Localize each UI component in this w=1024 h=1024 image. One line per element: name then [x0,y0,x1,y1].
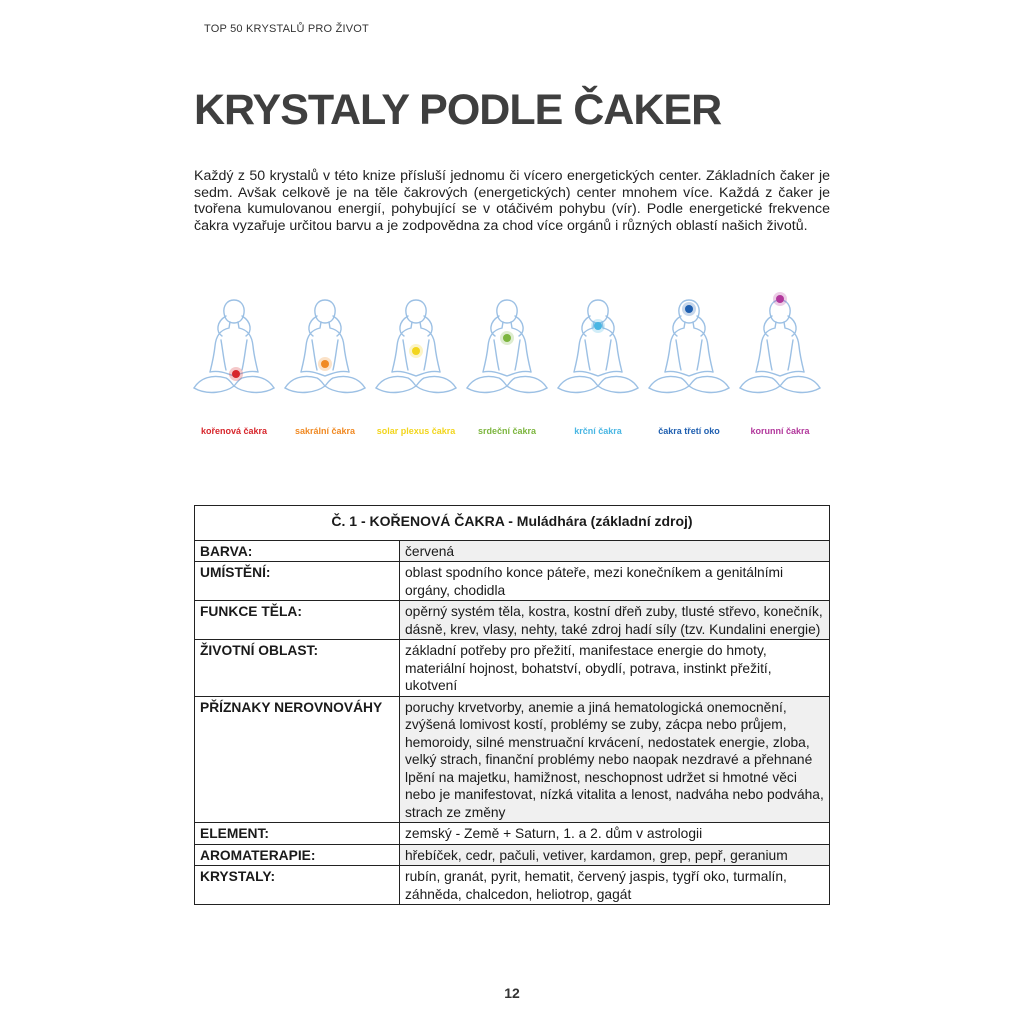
row-key: AROMATERAPIE: [195,844,400,866]
figure-outline [673,316,705,336]
page-number: 12 [504,985,520,1001]
chakra-label: sakrální čakra [294,426,356,436]
figure-outline [756,371,804,376]
figure-outline [392,371,440,376]
figure-outline [315,300,335,323]
chakra-dot [594,322,602,330]
meditating-figure-icon [463,292,551,402]
chakra-figure-crown [736,292,824,442]
figure-outline [784,322,804,372]
figure-outline [301,322,321,372]
figure-outline [676,340,702,370]
row-key: KRYSTALY: [195,866,400,905]
running-head: TOP 50 KRYSTALŮ PRO ŽIVOT [204,23,369,35]
row-value: červená [400,540,830,562]
figure-outline [238,322,258,372]
figure-outline [574,371,622,376]
chakra-table [194,505,830,905]
figure-outline [665,322,685,372]
chakra-label: čakra třetí oko [658,426,720,436]
figure-outline [483,371,531,376]
figure-outline [511,322,531,372]
row-key: ŽIVOTNÍ OBLAST: [195,640,400,697]
chakra-figure-root [190,292,278,442]
figure-outline [392,322,412,372]
chakra-label: krční čakra [574,426,622,436]
row-value: základní potřeby pro přežití, manifestace energie do hmoty, materiální hojnost, bohatství, obydlí, potrava, instinkt přežití, ukotvení [400,640,830,697]
row-value: hřebíček, cedr, pačuli, vetiver, kardamon, grep, pepř, geranium [400,844,830,866]
figure-outline [218,316,250,336]
figure-outline [301,371,349,376]
row-key: UMÍSTĚNÍ: [195,562,400,601]
figure-outline [309,316,341,336]
row-value: zemský - Země + Saturn, 1. a 2. dům v astrologii [400,823,830,845]
row-value: opěrný systém těla, kostra, kostní dřeň zuby, tlusté střevo, konečník, dásně, krev, vlasy, nehty, také zdroj hadí síly (tzv. Kundalini energie) [400,601,830,640]
chakra-figure-solar-plexus [372,292,460,442]
meditating-figure-icon [554,292,642,402]
figure-outline [665,371,713,376]
row-key: BARVA: [195,540,400,562]
chakra-dot [321,360,329,368]
chakra-figure-heart [463,292,551,442]
chakra-dot [232,370,240,378]
table-row [195,696,830,823]
chakra-label: korunní čakra [750,426,810,436]
row-key: FUNKCE TĚLA: [195,601,400,640]
table-row [195,823,830,845]
figure-outline [497,300,517,323]
chakra-dot [685,305,693,313]
row-key: PŘÍZNAKY NEROVNOVÁHY [195,696,400,823]
figure-outline [329,322,349,372]
chakra-figure-third-eye [645,292,733,442]
row-value: rubín, granát, pyrit, hematit, červený jaspis, tygří oko, turmalín, záhněda, chalcedon, heliotrop, gagát [400,866,830,905]
page-title: KRYSTALY PODLE ČAKER [194,86,722,134]
chakra-label: kořenová čakra [200,426,268,436]
figure-outline [221,340,247,370]
table-row [195,601,830,640]
meditating-figure-icon [645,292,733,402]
figure-outline [574,322,594,372]
chakra-dot [776,295,784,303]
table-row [195,844,830,866]
figure-outline [406,300,426,323]
chakra-label: solar plexus čakra [376,426,456,436]
table-header: Č. 1 - KOŘENOVÁ ČAKRA - Muládhára (základní zdroj) [195,506,830,541]
figure-outline [224,300,244,323]
row-value: oblast spodního konce páteře, mezi konečníkem a genitálními orgány, chodidla [400,562,830,601]
chakra-dot [503,334,511,342]
chakra-figure-sacral [281,292,369,442]
chakra-label: srdeční čakra [477,426,537,436]
figure-outline [483,322,503,372]
chakra-dot [412,347,420,355]
chakra-figure-throat [554,292,642,442]
table-row [195,562,830,601]
table-row [195,540,830,562]
table-row [195,640,830,697]
figure-outline [767,340,793,370]
figure-outline [693,322,713,372]
meditating-figure-icon [190,292,278,402]
meditating-figure-icon [372,292,460,402]
figure-outline [400,316,432,336]
table-row [195,866,830,905]
row-value: poruchy krvetvorby, anemie a jiná hematologická onemocnění, zvýšená lomivost kostí, problémy se zuby, zácpa nebo průjem, hemoroidy, silné menstruační krvácení, nedostatek energie, zloba, velký strach, finanční problémy nebo naopak nezdravé a přehnané lpění na majetku, hamižnost, neschopnost udržet si hmotné věci nebo je manifestovat, nízká vitalita a lenost, nadváha nebo podváha, strach ze změny [400,696,830,823]
figure-outline [210,322,230,372]
figure-outline [420,322,440,372]
figure-outline [585,340,611,370]
meditating-figure-icon [281,292,369,402]
figure-outline [602,322,622,372]
figure-outline [764,316,796,336]
intro-paragraph: Každý z 50 krystalů v této knize přísluší jednomu či vícero energetických center. Základních čaker je sedm. Avšak celkově je na těle čakrových (energetických) center mnohem více. Každá z čaker je tvořena kumulovanou energií, pohybující se v otáčivém pohybu (vír). Podle energetické frekvence čakra vyzařuje určitou barvu a je zodpovědna za chod více orgánů i různých oblastí našich životů. [194,168,830,234]
figure-outline [756,322,776,372]
row-key: ELEMENT: [195,823,400,845]
chakra-figures [190,292,830,442]
meditating-figure-icon [736,292,824,402]
